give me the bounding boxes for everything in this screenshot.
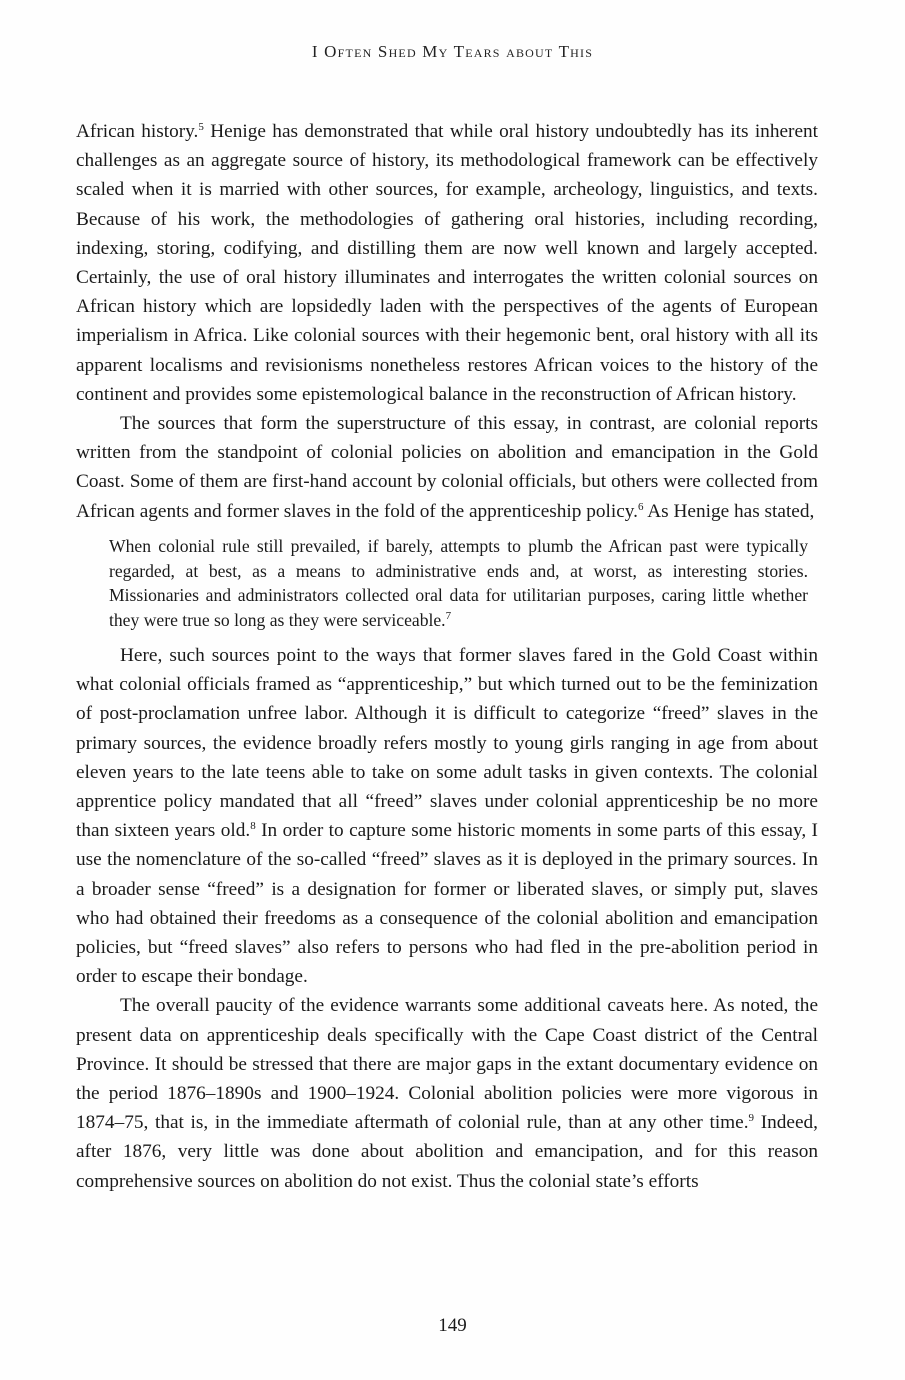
text-run: As Henige has stated, (643, 500, 815, 522)
page-number: 149 (438, 1315, 467, 1336)
body-text (76, 117, 818, 1196)
text-run: In order to capture some historic moments in some parts of this essay, I use the nomenclature of the so-called “freed” slaves as it is deployed in the primary sources. In a broader sense “freed” is a designation for former or liberated slaves, or simply put, slaves who had obtained their freedoms as a consequence of the colonial abolition and emancipation policies, but “freed slaves” also refers to persons who had fled in the pre-abolition period in order to escape their bondage. (76, 820, 818, 988)
text-run: When colonial rule still prevailed, if barely, attempts to plumb the African past were typically regarded, at best, as a means to administrative ends and, at worst, as interesting stories. Missionaries and administrators collected oral data for utilitarian purposes, caring little whether they were true so long as they were serviceable. (109, 535, 808, 631)
text-run: Indeed, after 1876, very little was done about abolition and emancipation, and for this reason comprehensive sources on abolition do not exist. Thus the colonial state’s efforts (76, 1112, 818, 1192)
footnote-marker[interactable]: 5 (198, 121, 204, 133)
footnote-marker[interactable]: 6 (638, 500, 644, 513)
footnote-marker[interactable]: 7 (445, 610, 452, 623)
paragraph (76, 409, 818, 526)
text-run: The sources that form the superstructure of this essay, in contrast, are colonial reports written from the standpoint of colonial policies on abolition and emancipation in the Gold Coast. Some of them are first-hand account by colonial officials, but others were collected from African agents and former slaves in the fold of the apprenticeship policy. (76, 413, 818, 522)
paragraph (76, 117, 818, 409)
text-run: Here, such sources point to the ways that former slaves fared in the Gold Coast within what colonial officials framed as “apprenticeship,” but which turned out to be the feminization of post-proclamation unfree labor. Although it is difficult to categorize “freed” slaves in the primary sources, the evidence broadly refers mostly to young girls ranging in age from about eleven years to the late teens able to take on some adult tasks in given contexts. The colonial apprentice policy mandated that all “freed” slaves under colonial apprenticeship be no more than sixteen years old. (76, 645, 818, 842)
footnote-marker[interactable]: 9 (748, 1112, 755, 1125)
text-run: African history. (76, 121, 199, 142)
block-quote (109, 534, 808, 633)
text-run: Henige has demonstrated that while oral history undoubtedly has its inherent challenges as an aggregate source of history, its methodological framework can be effectively scaled when it is married with other sources, for example, archeology, linguistics, and texts. Because of his work, the methodologies of gathering oral histories, including recording, indexing, storing, codifying, and distilling them are now well known and largely accepted. Certainly, the use of oral history illuminates and interrogates the written colonial sources on African history which are lopsidedly laden with the perspectives of the agents of European imperialism in Africa. Like colonial sources with their hegemonic bent, oral history with all its apparent localisms and revisionisms nonetheless restores African voices to the history of the continent and provides some epistemological balance in the reconstruction of African history. (76, 121, 818, 405)
footnote-marker[interactable]: 8 (250, 820, 256, 833)
paragraph (76, 991, 818, 1195)
running-head: I Often Shed My Tears about This (311, 42, 594, 61)
paragraph (76, 641, 818, 991)
text-run: The overall paucity of the evidence warrants some additional caveats here. As noted, the present data on apprenticeship deals specifically with the Cape Coast district of the Central Province. It should be stressed that there are major gaps in the extant documentary evidence on the period 1876–1890s and 1900–1924. Colonial abolition policies were more vigorous in 1874–75, that is, in the immediate aftermath of colonial rule, than at any other time. (76, 995, 818, 1134)
